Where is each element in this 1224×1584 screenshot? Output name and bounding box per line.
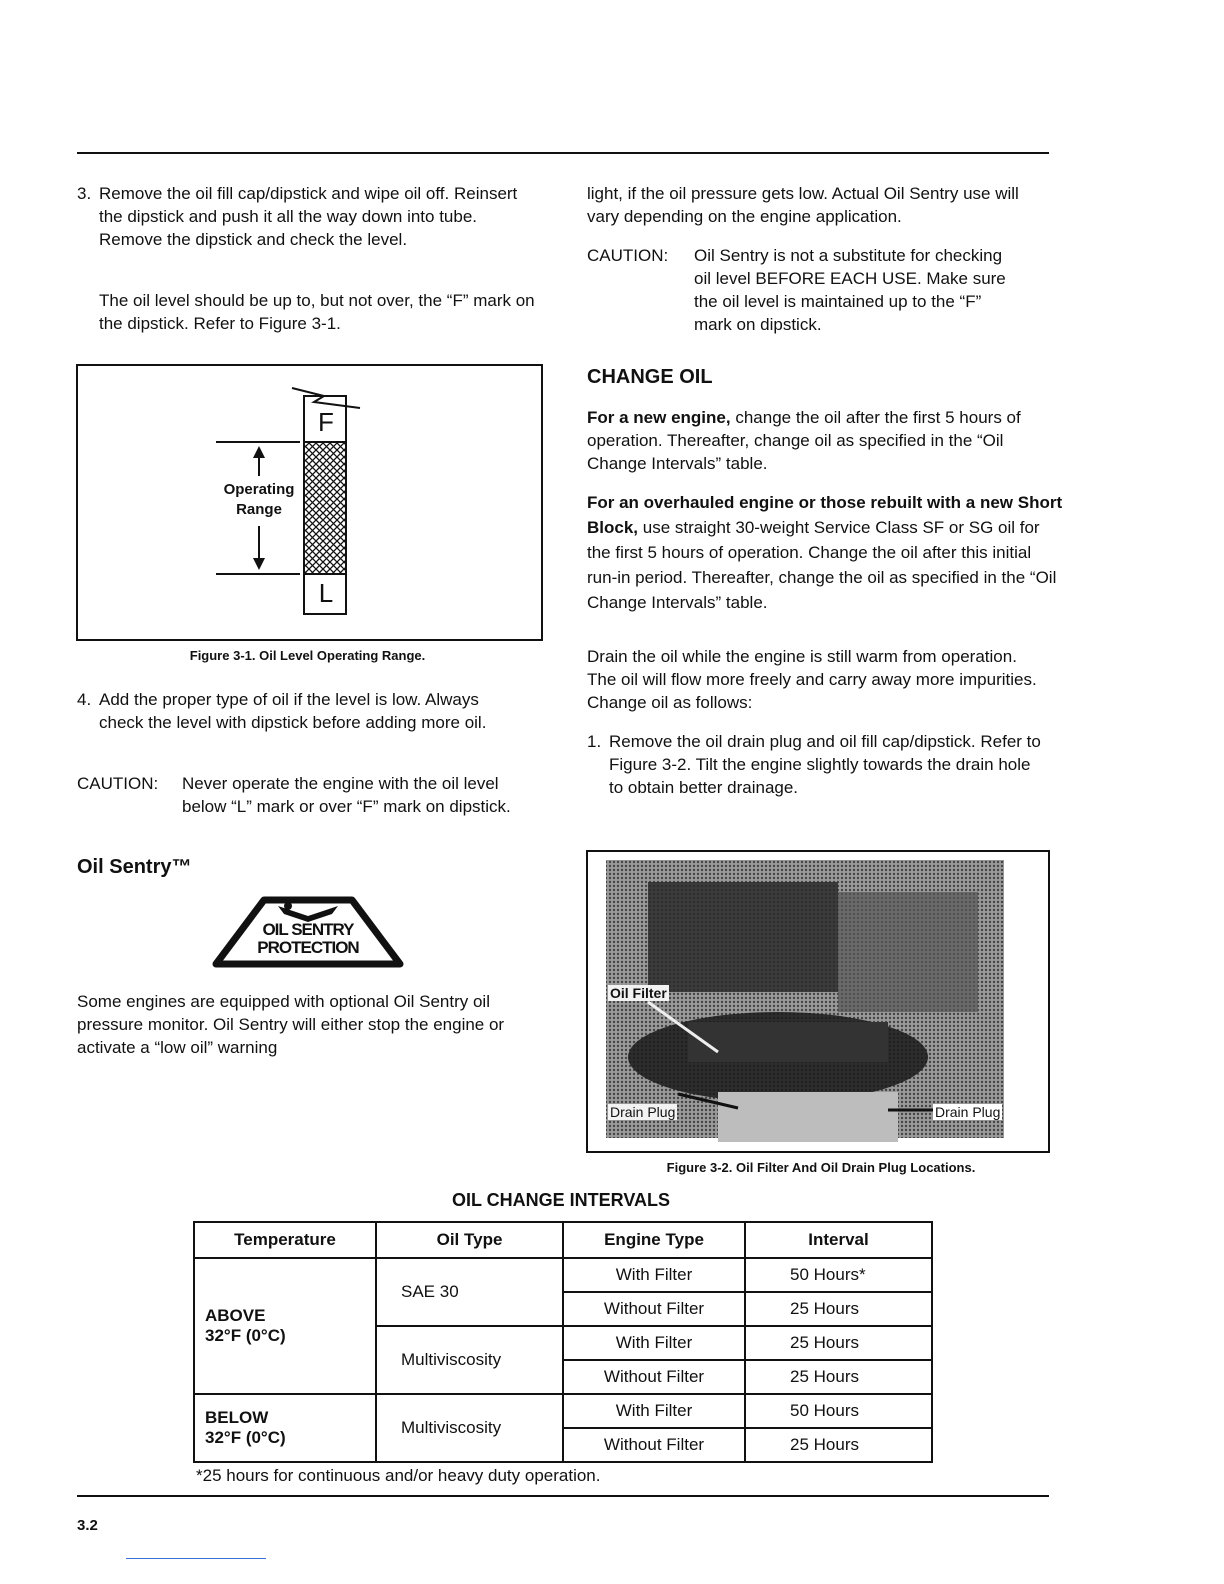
caution-text-2: Oil Sentry is not a substitute for checking oil level BEFORE EACH USE. Make sure the oil level is maintained up to the “F” mark on dipstick.	[694, 246, 1006, 334]
header-oil-type: Oil Type	[376, 1222, 563, 1258]
oil-level-note: The oil level should be up to, but not over, the “F” mark on the dipstick. Refer to Figure 3-1.	[99, 291, 535, 333]
interval-cell: 25 Hours	[745, 1292, 932, 1326]
interval-cell: 25 Hours	[745, 1360, 932, 1394]
figure-3-2	[586, 850, 1050, 1153]
oil-type-multiviscosity: Multiviscosity	[376, 1394, 563, 1462]
temperature-below-cell	[194, 1394, 376, 1462]
interval-cell: 50 Hours	[745, 1394, 932, 1428]
caution-label-2: CAUTION:	[587, 246, 669, 265]
temperature-below: BELOW	[205, 1408, 269, 1427]
step-4-text: Add the proper type of oil if the level is low. Always check the level with dipstick before adding more oil.	[99, 690, 487, 732]
full-mark: F	[318, 407, 334, 437]
table-footnote: *25 hours for continuous and/or heavy duty operation.	[196, 1466, 601, 1485]
drain-plug-label-right: Drain Plug	[935, 1104, 1001, 1120]
oil-sentry-logo	[212, 892, 404, 968]
new-engine-text: change the oil after the first 5 hours of operation. Thereafter, change oil as specified in the “Oil Change Intervals” table.	[587, 408, 1021, 473]
temperature-above-value: 32°F (0°C)	[205, 1326, 286, 1345]
oil-sentry-heading: Oil Sentry™	[77, 856, 192, 878]
step-3-text: Remove the oil fill cap/dipstick and wipe oil off. Reinsert the dipstick and push it all the way down into tube. Remove the dipstick and check the level.	[99, 184, 518, 249]
caution-label-1: CAUTION:	[77, 774, 159, 793]
header-engine-type: Engine Type	[563, 1222, 745, 1258]
engine-type-cell: Without Filter	[563, 1428, 745, 1462]
overhauled-paragraph	[587, 490, 1063, 615]
engine-type-cell: Without Filter	[563, 1360, 745, 1394]
temperature-above: ABOVE	[205, 1306, 266, 1325]
engine-type-cell: With Filter	[563, 1394, 745, 1428]
logo-line-2: PROTECTION	[257, 938, 359, 957]
table-header-row	[194, 1222, 932, 1258]
table-row	[194, 1394, 932, 1428]
interval-cell: 25 Hours	[745, 1428, 932, 1462]
figure-3-2-caption: Figure 3-2. Oil Filter And Oil Drain Plug Locations.	[666, 1160, 976, 1175]
interval-cell: 50 Hours*	[745, 1258, 932, 1292]
oil-sentry-text: Some engines are equipped with optional Oil Sentry oil pressure monitor. Oil Sentry will either stop the engine or activate a “low oil” warning	[77, 992, 505, 1057]
header-temperature: Temperature	[194, 1222, 376, 1258]
footer-link-line	[126, 1558, 266, 1559]
low-mark: L	[318, 578, 334, 608]
engine-type-cell: Without Filter	[563, 1292, 745, 1326]
drain-plug-label-left: Drain Plug	[610, 1104, 676, 1120]
step-4-number: 4.	[77, 690, 92, 709]
change-oil-heading: CHANGE OIL	[587, 366, 713, 388]
oil-type-multiviscosity: Multiviscosity	[376, 1326, 563, 1394]
oil-change-intervals-table	[193, 1221, 933, 1463]
overhauled-text: use straight 30-weight Service Class SF or SG oil for the first 5 hours of operation. Change the oil after this initial run-in period. Thereafter, change the oil as specified in the “Oil Change Intervals” table.	[587, 518, 1057, 612]
header-interval: Interval	[745, 1222, 932, 1258]
oil-type-sae30: SAE 30	[376, 1258, 563, 1326]
step-1-number: 1.	[587, 732, 602, 751]
footer-rule	[77, 1495, 1049, 1497]
page-number: 3.2	[77, 1517, 98, 1534]
caution-text-1: Never operate the engine with the oil level below “L” mark or over “F” mark on dipstick.	[182, 774, 511, 816]
overhauled-lead: For an overhauled engine or those rebuilt with a new Short Block,	[587, 493, 1063, 537]
header-rule	[77, 152, 1049, 154]
figure-3-1	[76, 364, 543, 641]
step-1-text: Remove the oil drain plug and oil fill cap/dipstick. Refer to Figure 3-2. Tilt the engine slightly towards the drain hole to obtain better drainage.	[609, 732, 1041, 797]
logo-line-1: OIL SENTRY	[262, 920, 354, 939]
new-engine-lead: For a new engine,	[587, 408, 731, 427]
drain-paragraph: Drain the oil while the engine is still warm from operation. The oil will flow more freely and carry away more impurities. Change oil as follows:	[587, 647, 1037, 712]
oil-sentry-continued: light, if the oil pressure gets low. Actual Oil Sentry use will vary depending on the engine application.	[587, 184, 1019, 226]
temperature-above-cell	[194, 1258, 376, 1394]
engine-type-cell: With Filter	[563, 1326, 745, 1360]
operating-range-label-1: Operating	[223, 481, 295, 498]
table-row	[194, 1258, 932, 1292]
temperature-below-value: 32°F (0°C)	[205, 1428, 286, 1447]
table-title: OIL CHANGE INTERVALS	[451, 1190, 671, 1210]
interval-cell: 25 Hours	[745, 1326, 932, 1360]
step-3-number: 3.	[77, 184, 92, 203]
engine-type-cell: With Filter	[563, 1258, 745, 1292]
new-engine-paragraph	[587, 406, 1037, 475]
figure-3-1-caption: Figure 3-1. Oil Level Operating Range.	[189, 648, 426, 663]
operating-range-label-2: Range	[236, 501, 282, 518]
oil-filter-label: Oil Filter	[610, 985, 667, 1001]
